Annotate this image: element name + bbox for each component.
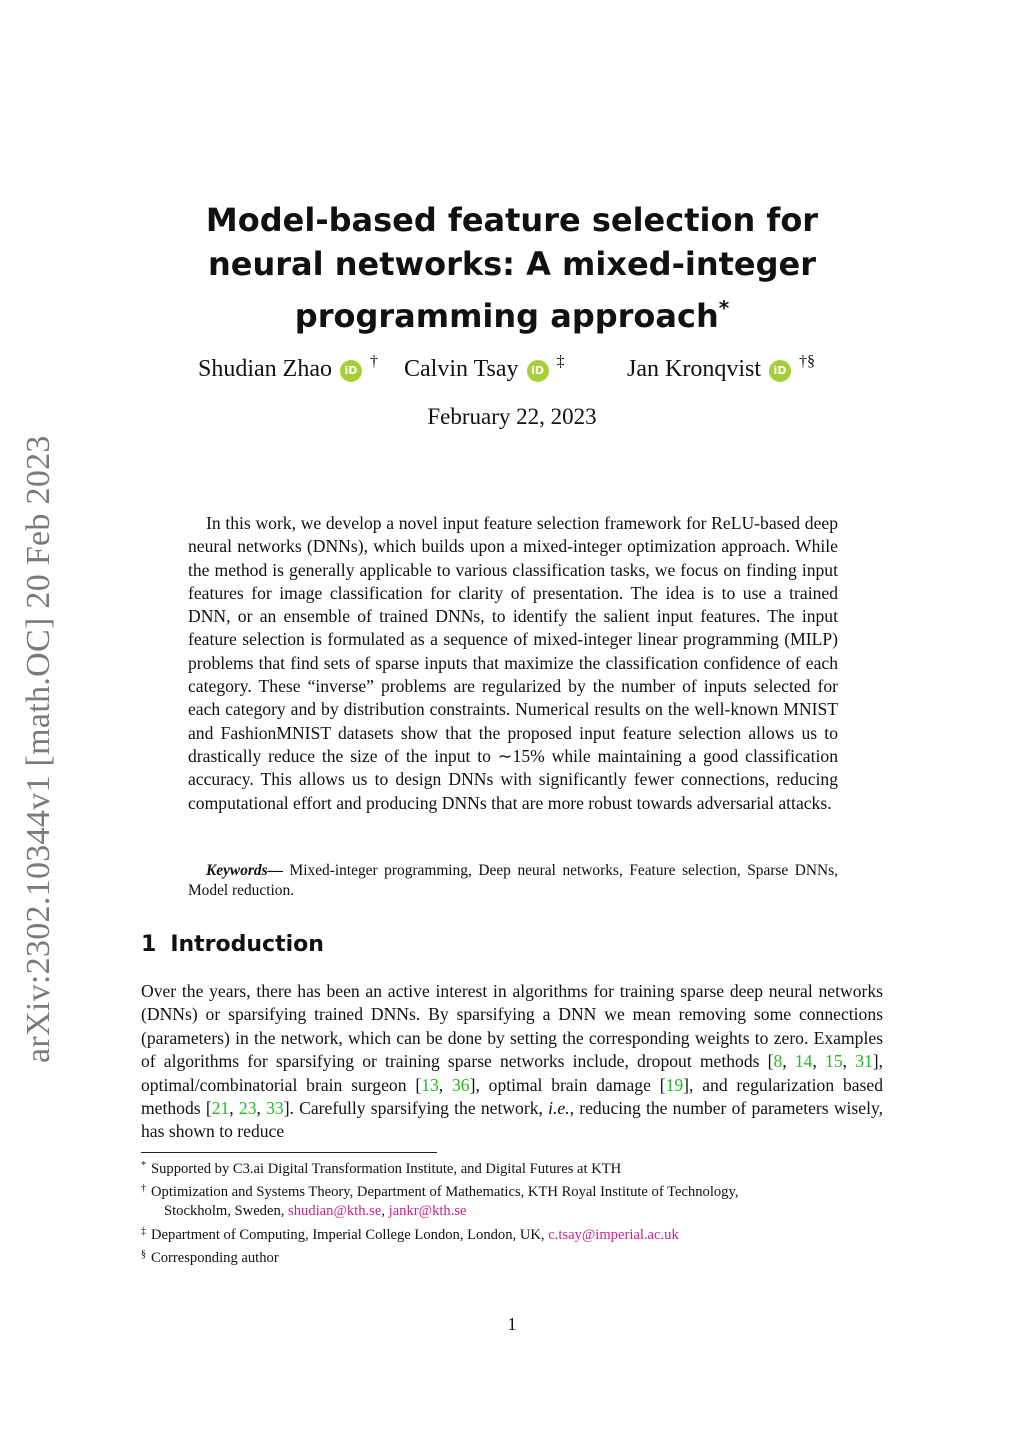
footnote-text: Corresponding author [151, 1249, 279, 1266]
orcid-icon[interactable]: iD [769, 360, 791, 382]
footnote-imperial [141, 1222, 883, 1245]
author-tsay [404, 352, 565, 386]
citation-link[interactable]: 23 [238, 1098, 257, 1119]
citation-link[interactable]: 36 [452, 1074, 470, 1095]
citation-link[interactable]: 8 [773, 1051, 783, 1072]
author-kronqvist [627, 352, 815, 386]
intro-text: ], optimal/combinatorial brain surgeon [ [141, 1051, 884, 1095]
email-link[interactable]: c.tsay@imperial.ac.uk [548, 1226, 679, 1243]
page-number: 1 [507, 1314, 517, 1334]
intro-text: Over the years, there has been an active interest in algorithms for training sparse deep neural networks (DNNs) or sparsifying trained DNNs. By sparsifying a DNN we mean removing some connections (parameters) in the network, which can be done by setting the corresponding weights to zero. Examples of algorithms for sparsifying or training sparse networks include, dropout methods [ [141, 981, 883, 1072]
intro-text: ], optimal brain damage [ [469, 1074, 666, 1095]
footnote-text: Department of Computing, Imperial College London, London, UK, [151, 1226, 549, 1243]
section-number: 1 [141, 932, 157, 957]
author-mark: †§ [799, 353, 815, 370]
citation-link[interactable]: 31 [855, 1051, 873, 1072]
intro-text: ], and regularization based methods [ [141, 1074, 883, 1119]
citation-link[interactable]: 33 [266, 1098, 284, 1119]
footnote-kth [141, 1179, 883, 1221]
citation-link[interactable]: 21 [211, 1098, 230, 1119]
footnote-text: Stockholm, Sweden, [164, 1203, 289, 1220]
footnote-mark: ‡ [141, 1225, 146, 1237]
citation-link[interactable]: 15 [825, 1051, 843, 1072]
footnote-continuation [151, 1202, 883, 1221]
footnote-mark: * [141, 1160, 146, 1171]
abstract: In this work, we develop a novel input feature selection framework for ReLU-based deep neural networks (DNNs), which builds upon a mixed-integer optimization approach. While the method is generally applicable to various classification tasks, we focus on finding input features for image classification for clarity of presentation. The idea is to use a trained DNN, or an ensemble of trained DNNs, to identify the salient input features. The input feature selection is formulated as a sequence of mixed-integer linear programming (MILP) problems that find sets of sparse inputs that maximize the classification confidence of each category. These “inverse” problems are regularized by the number of inputs selected for each category and by distribution constraints. Numerical results on the well-known MNIST and FashionMNIST datasets show that the proposed input feature selection allows us to drastically reduce the size of the input to ∼15% while maintaining a good classification accuracy. This allows us to design DNNs with significantly fewer connections, reducing computational effort and producing DNNs that are more robust towards adversarial attacks. [188, 513, 838, 813]
arxiv-stamp: arXiv:2302.10344v1 [math.OC] 20 Feb 2023 [20, 435, 57, 1063]
keywords-label: Keywords— [206, 862, 283, 879]
author-name: Shudian Zhao [198, 356, 332, 382]
footnote-text: Supported by C3.ai Digital Transformation Institute, and Digital Futures at KTH [151, 1161, 622, 1177]
footnote-rule [141, 1152, 437, 1153]
email-link[interactable]: shudian@kth.se [288, 1203, 382, 1220]
keywords-text: Mixed-integer programming, Deep neural networks, Feature selection, Sparse DNNs, Model reduction. [188, 862, 838, 899]
title-footnote-mark: * [718, 296, 730, 320]
footnote-text: Optimization and Systems Theory, Department of Mathematics, KTH Royal Institute of Technology, [151, 1184, 739, 1201]
keywords [188, 861, 838, 901]
orcid-icon[interactable]: iD [527, 360, 549, 382]
footnote-corresponding [141, 1245, 883, 1268]
paper-title [160, 198, 864, 338]
author-name: Jan Kronqvist [627, 356, 761, 382]
footnotes [141, 1156, 883, 1268]
orcid-icon[interactable]: iD [340, 360, 362, 382]
title-text: Model-based feature selection for neural networks: A mixed-integer programming approach [205, 201, 819, 335]
email-link[interactable]: jankr@kth.se [388, 1203, 467, 1220]
author-list [0, 352, 1024, 388]
section-heading-introduction [141, 932, 324, 957]
intro-italic: i.e., [548, 1098, 575, 1119]
introduction-paragraph: Over the years, there has been an active interest in algorithms for training sparse deep neural networks (DNNs) or sparsifying trained DNNs. By sparsifying a DNN we mean removing some connections (parameters) in the network, which can be done by setting the corresponding weights to zero. Examples of algorithms for sparsifying or training sparse networks include, dropout methods [8, 14, 15, 31], optimal/combinatorial brain surgeon [13, 36], optimal brain damage [19], and regularization based methods [21, 23, 33]. Carefully sparsifying the network, i.e., reducing the number of parameters wisely, has shown to reduce [141, 981, 884, 1142]
author-mark: † [369, 353, 378, 370]
author-name: Calvin Tsay [404, 356, 519, 382]
footnote-text: , [381, 1203, 389, 1220]
author-zhao [198, 352, 378, 386]
intro-text: ]. Carefully sparsifying the network, [283, 1098, 549, 1119]
author-mark: ‡ [556, 353, 565, 370]
footnote-funding [141, 1156, 883, 1179]
footnote-mark: † [141, 1183, 146, 1195]
citation-link[interactable]: 19 [665, 1074, 684, 1095]
citation-link[interactable]: 14 [794, 1051, 813, 1072]
section-title: Introduction [170, 932, 324, 957]
citation-link[interactable]: 13 [421, 1074, 439, 1095]
footnote-mark: § [141, 1248, 146, 1260]
intro-text: reducing the number of parameters wisely, has shown to reduce [141, 1098, 884, 1142]
publication-date: February 22, 2023 [427, 404, 597, 429]
